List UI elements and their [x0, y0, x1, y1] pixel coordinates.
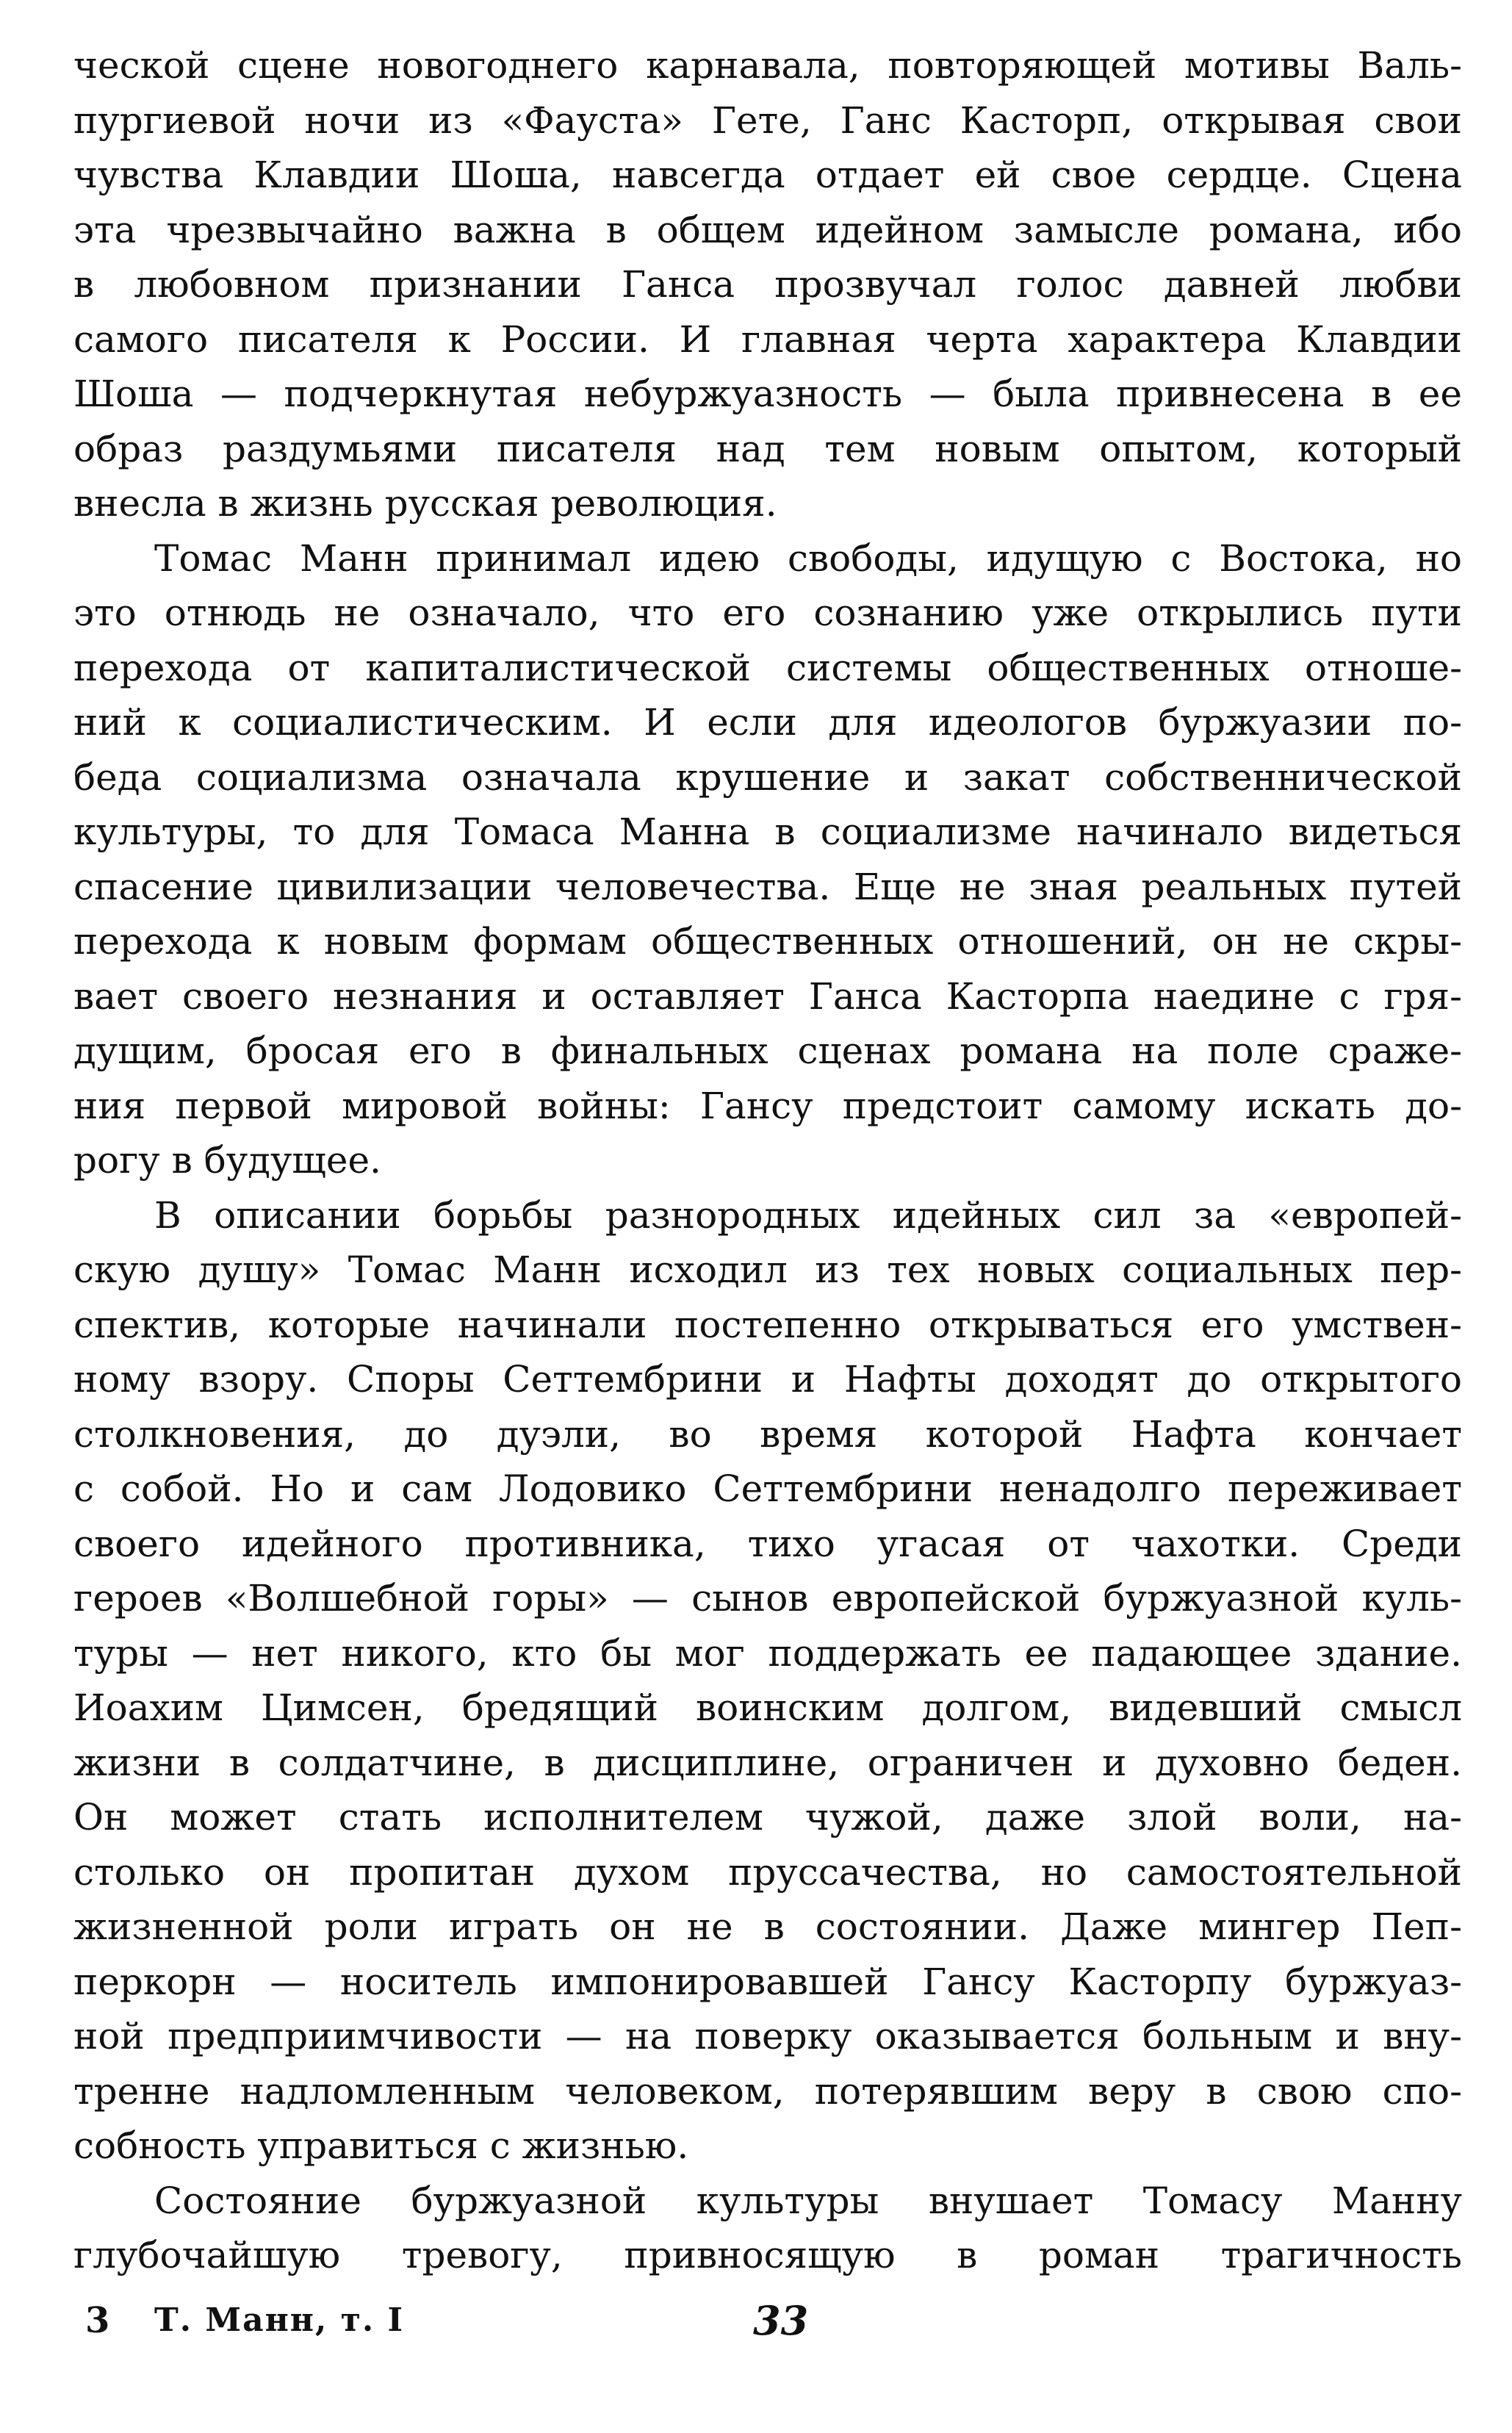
text-line: тренне надломленным человеком, потерявшим веру в свою спо-: [73, 2069, 1462, 2113]
page-number: 33: [753, 2297, 809, 2344]
body-text: [73, 38, 1462, 2283]
text-line: чувства Клавдии Шоша, навсегда отдает ей свое сердце. Сцена: [73, 154, 1462, 196]
paragraph: [73, 38, 1462, 531]
text-line: дущим, бросая его в финальных сценах романа на поле сраже-: [73, 1029, 1462, 1072]
text-line: рогу в будущее.: [73, 1139, 381, 1182]
text-line: это отнюдь не означало, что его сознанию уже открылись пути: [73, 592, 1462, 634]
text-line: своего идейного противника, тихо угасая от чахотки. Среди: [73, 1522, 1462, 1565]
text-line: ния первой мировой войны: Гансу предстоит самому искать до-: [73, 1084, 1462, 1127]
text-line: скую душу» Томас Манн исходил из тех новых социальных пер-: [73, 1248, 1462, 1291]
text-line: перехода от капиталистической системы общественных отноше-: [73, 646, 1462, 689]
text-line: Он может стать исполнителем чужой, даже злой воли, на-: [73, 1796, 1462, 1839]
text-line: туры — нет никого, кто бы мог поддержать ее падающее здание.: [73, 1631, 1462, 1675]
text-line: жизненной роли играть он не в состоянии. Даже мингер Пеп-: [73, 1905, 1462, 1948]
text-line: вает своего незнания и оставляет Ганса Касторпа наедине с гря-: [73, 974, 1462, 1018]
text-line: внесла в жизнь русская революция.: [73, 482, 777, 525]
text-line: В описании борьбы разнородных идейных сил за «европей-: [154, 1193, 1462, 1237]
text-line: Иоахим Цимсен, бредящий воинским долгом, видевший смысл: [73, 1686, 1462, 1729]
page-footer: [73, 2291, 1462, 2350]
text-line: перкорн — носитель импонировавшей Гансу Касторпу буржуаз-: [73, 1960, 1462, 2003]
text-line: столько он пропитан духом пруссачества, но самостоятельной: [73, 1850, 1462, 1894]
text-line: культуры, то для Томаса Манна в социализме начинало видеться: [73, 811, 1462, 853]
text-line: Шоша — подчеркнутая небуржуазность — была привнесена в ее: [73, 373, 1462, 415]
text-line: перехода к новым формам общественных отношений, он не скры-: [73, 920, 1462, 963]
text-line: глубочайшую тревогу, привносящую в роман трагичность: [73, 2234, 1462, 2276]
text-line: спасение цивилизации человечества. Еще не зная реальных путей: [73, 865, 1462, 908]
text-line: пургиевой ночи из «Фауста» Гете, Ганс Касторп, открывая свои: [73, 98, 1462, 142]
text-line: Состояние буржуазной культуры внушает Томасу Манну: [154, 2179, 1462, 2222]
text-line: спектив, которые начинали постепенно открываться его умствен-: [73, 1303, 1462, 1346]
text-line: беда социализма означала крушение и закат собственнической: [73, 755, 1462, 799]
signature-label: Т. Манн, т. I: [154, 2301, 405, 2339]
text-line: ной предприимчивости — на поверку оказывается больным и вну-: [73, 2015, 1462, 2058]
signature-number: 3: [85, 2300, 110, 2341]
paragraph: [73, 531, 1462, 1188]
text-line: ческой сцене новогоднего карнавала, повторяющей мотивы Валь-: [73, 44, 1462, 87]
paragraph: [73, 2174, 1462, 2283]
text-line: ний к социалистическим. И если для идеологов буржуазии по-: [73, 701, 1462, 744]
text-line: с собой. Но и сам Лодовико Сеттембрини ненадолго переживает: [73, 1467, 1462, 1510]
text-line: жизни в солдатчине, в дисциплине, ограничен и духовно беден.: [73, 1741, 1462, 1784]
text-line: ному взору. Споры Сеттембрини и Нафты доходят до открытого: [73, 1358, 1462, 1401]
text-line: образ раздумьями писателя над тем новым опытом, который: [73, 427, 1462, 470]
text-line: столкновения, до дуэли, во время которой Нафта кончает: [73, 1412, 1462, 1456]
text-line: Томас Манн принимал идею свободы, идущую с Востока, но: [154, 536, 1462, 580]
text-line: собность управиться с жизнью.: [73, 2124, 689, 2167]
text-line: самого писателя к России. И главная черта характера Клавдии: [73, 317, 1462, 361]
paragraph: [73, 1188, 1462, 2174]
text-line: в любовном признании Ганса прозвучал голос давней любви: [73, 263, 1462, 306]
text-line: эта чрезвычайно важна в общем идейном замысле романа, ибо: [73, 208, 1462, 251]
text-line: героев «Волшебной горы» — сынов европейской буржуазной куль-: [73, 1577, 1462, 1620]
